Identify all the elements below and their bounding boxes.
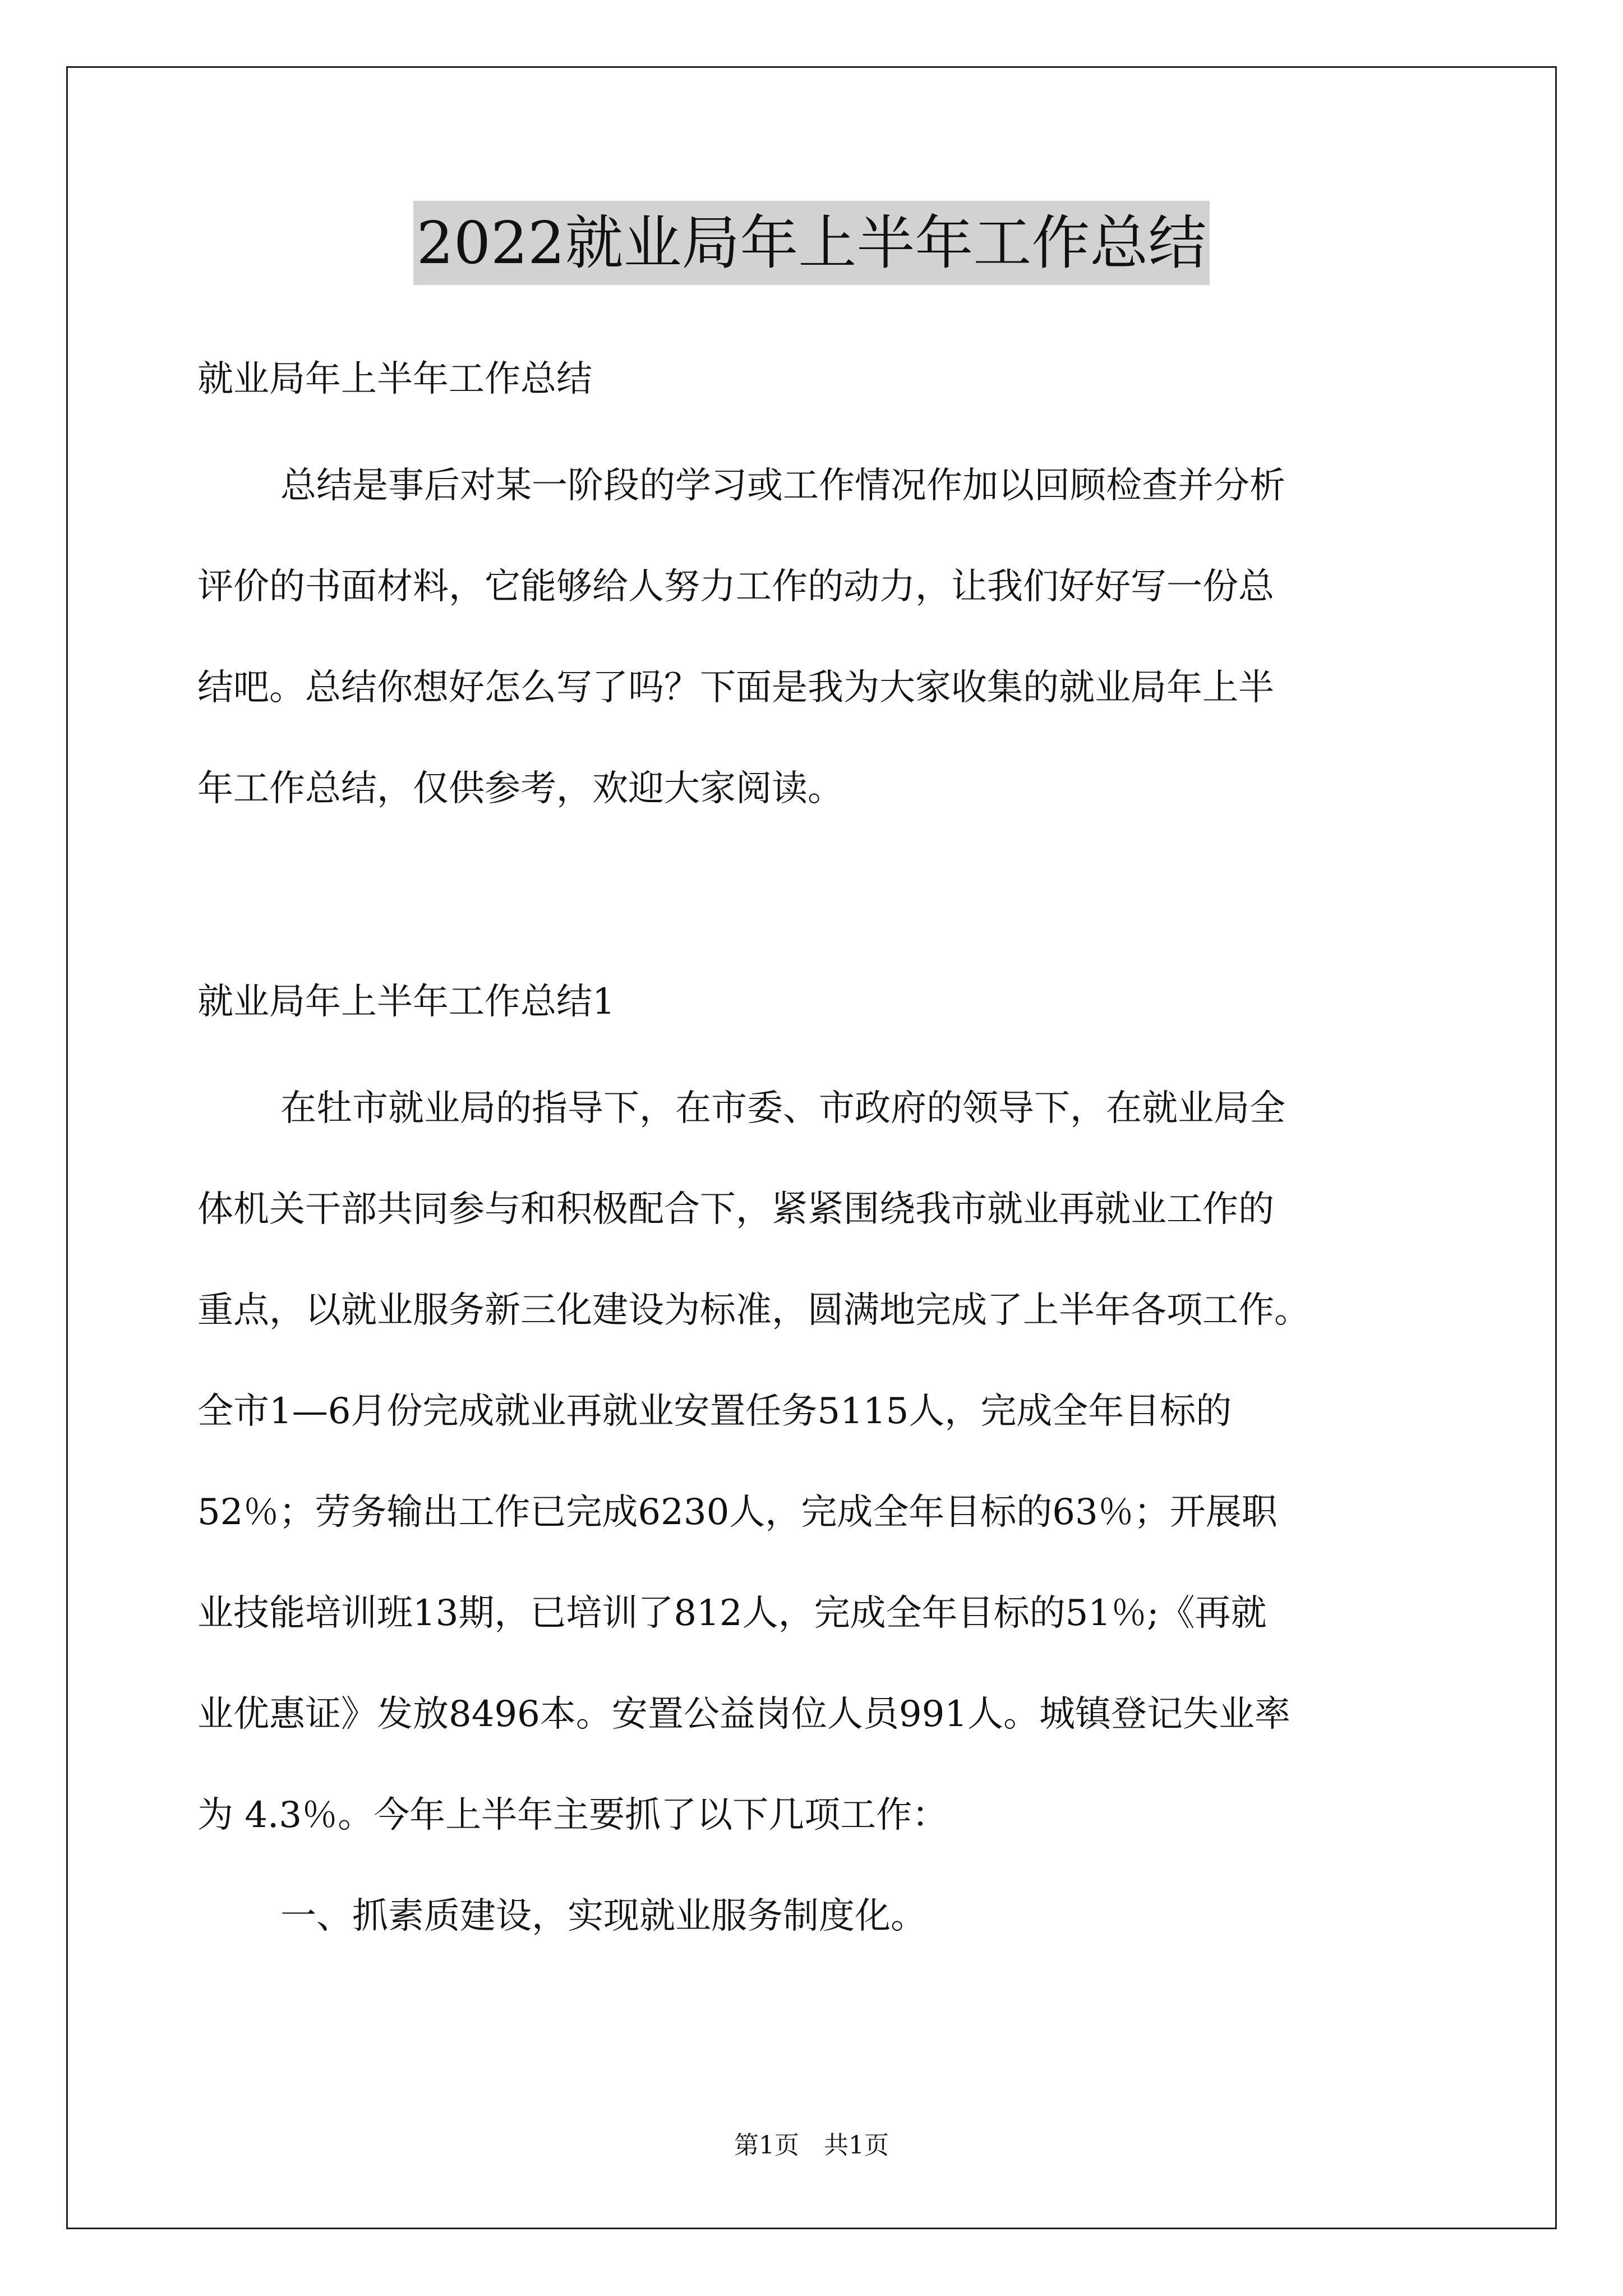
body-line: 重点，以就业服务新三化建设为标准，圆满地完成了上半年各项工作。 <box>197 1290 1310 1331</box>
body-line: 业优惠证》发放8496本。安置公益岗位人员991人。城镇登记失业率 <box>197 1694 1291 1735</box>
intro-line: 评价的书面材料，它能够给人努力工作的动力，让我们好好写一份总 <box>197 566 1274 608</box>
document-title <box>0 201 1623 285</box>
page-number: 第1页 共1页 <box>734 2131 889 2160</box>
body-line: 为 4.3％。今年上半年主要抓了以下几项工作： <box>197 1795 948 1836</box>
body-line: 52％；劳务输出工作已完成6230人，完成全年目标的63％；开展职 <box>197 1492 1278 1533</box>
intro-line: 结吧。总结你想好怎么写了吗？下面是我为大家收集的就业局年上半 <box>197 667 1274 708</box>
body-line: 全市1—6月份完成就业再就业安置任务5115人，完成全年目标的 <box>197 1391 1232 1432</box>
body-line: 体机关干部共同参与和积极配合下，紧紧围绕我市就业再就业工作的 <box>197 1189 1274 1230</box>
body-line: 业技能培训班13期，已培训了812人，完成全年目标的51％;《再就 <box>197 1593 1267 1634</box>
section-heading: 就业局年上半年工作总结1 <box>197 981 615 1023</box>
document-title-text: 2022就业局年上半年工作总结 <box>413 201 1210 285</box>
list-item: 一、抓素质建设，实现就业服务制度化。 <box>280 1895 926 1937</box>
intro-line: 年工作总结，仅供参考，欢迎大家阅读。 <box>197 768 843 809</box>
intro-line: 总结是事后对某一阶段的学习或工作情况作加以回顾检查并分析 <box>280 465 1285 507</box>
body-line: 在牡市就业局的指导下，在市委、市政府的领导下，在就业局全 <box>280 1088 1285 1129</box>
document-subtitle: 就业局年上半年工作总结 <box>197 358 592 400</box>
